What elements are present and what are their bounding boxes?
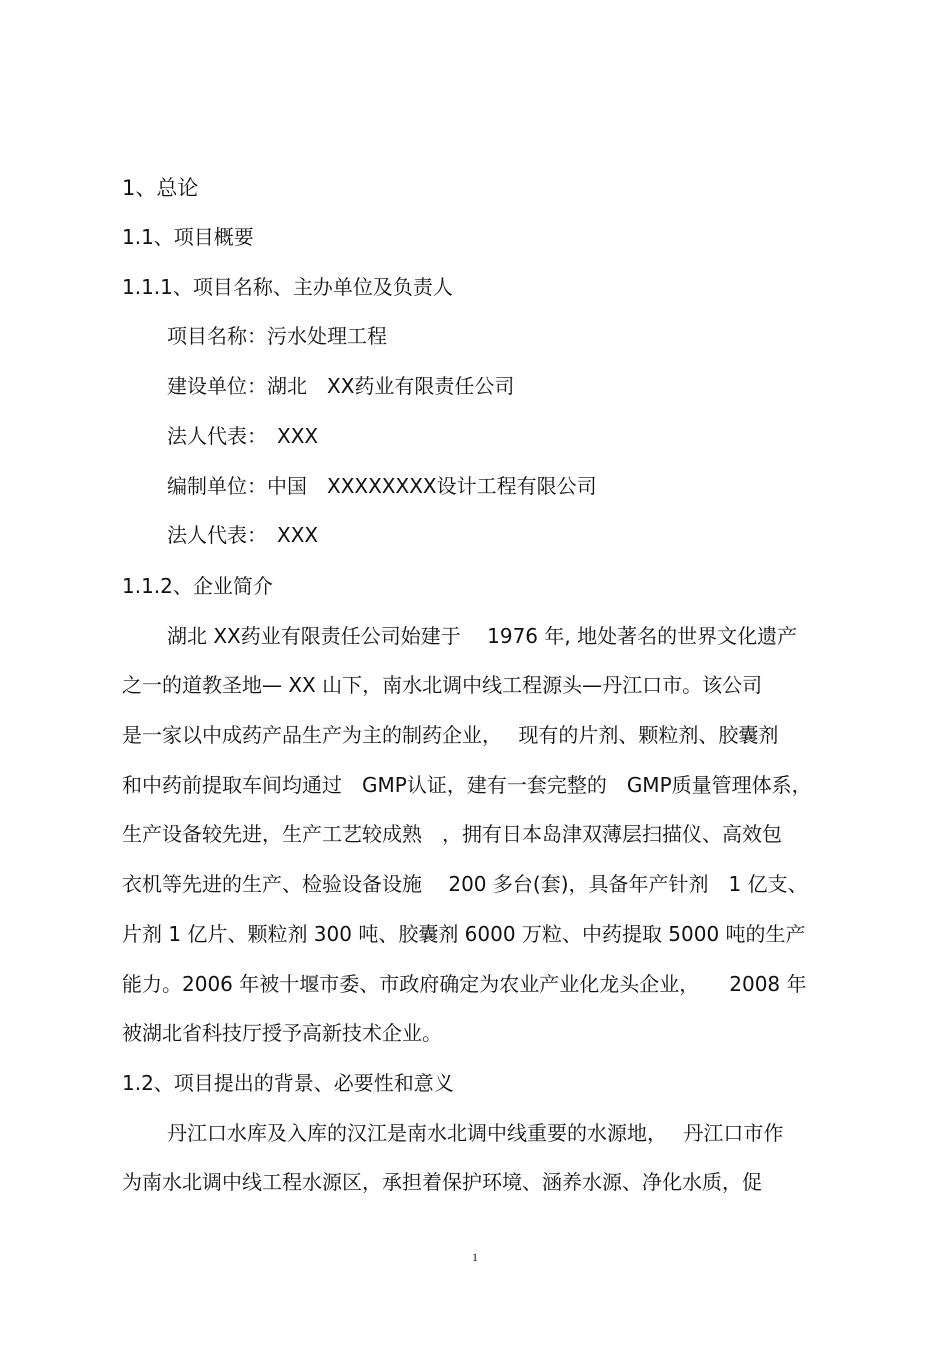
intro-line: 被湖北省科技厅授予高新技术企业。: [122, 1021, 442, 1045]
intro-line: 片剂 1 亿片、颗粒剂 300 吨、胶囊剂 6000 万粒、中药提取 5000 吨的生产: [122, 922, 806, 946]
intro-line: 之一的道教圣地— XX 山下，南水北调中线工程源头—丹江口市。该公司: [122, 673, 763, 697]
heading-1: 1、总论: [122, 176, 199, 200]
page-number: 1: [472, 1250, 478, 1264]
info-compiler: 编制单位：中国 XXXXXXXX设计工程有限公司: [167, 474, 597, 498]
heading-1-2: 1.2、项目提出的背景、必要性和意义: [122, 1071, 454, 1095]
intro-line: 衣机等先进的生产、检验设备设施 200 多台(套)，具备年产针剂 1 亿支、: [122, 872, 808, 896]
intro-line: 生产设备较先进，生产工艺较成熟 ，拥有日本岛津双薄层扫描仪、高效包: [122, 822, 782, 846]
info-builder: 建设单位：湖北 XX药业有限责任公司: [167, 374, 515, 398]
background-line: 丹江口水库及入库的汉江是南水北调中线重要的水源地， 丹江口市作: [167, 1121, 784, 1145]
heading-1-1-2: 1.1.2、企业简介: [122, 574, 273, 598]
intro-line: 湖北 XX药业有限责任公司始建于 1976 年, 地处著名的世界文化遗产: [167, 624, 798, 648]
info-project-name: 项目名称：污水处理工程: [167, 324, 387, 348]
heading-1-1-1: 1.1.1、项目名称、主办单位及负责人: [122, 275, 453, 299]
intro-line: 和中药前提取车间均通过 GMP认证，建有一套完整的 GMP质量管理体系，: [122, 773, 812, 797]
intro-line: 是一家以中成药产品生产为主的制药企业， 现有的片剂、颗粒剂、胶囊剂: [122, 723, 779, 747]
heading-1-1: 1.1、项目概要: [122, 225, 254, 249]
background-line: 为南水北调中线工程水源区，承担着保护环境、涵养水源、净化水质，促: [122, 1170, 762, 1194]
info-legal-rep-2: 法人代表： XXX: [167, 523, 319, 547]
info-legal-rep-1: 法人代表： XXX: [167, 424, 319, 448]
intro-line: 能力。2006 年被十堰市委、市政府确定为农业产业化龙头企业， 2008 年: [122, 972, 807, 996]
